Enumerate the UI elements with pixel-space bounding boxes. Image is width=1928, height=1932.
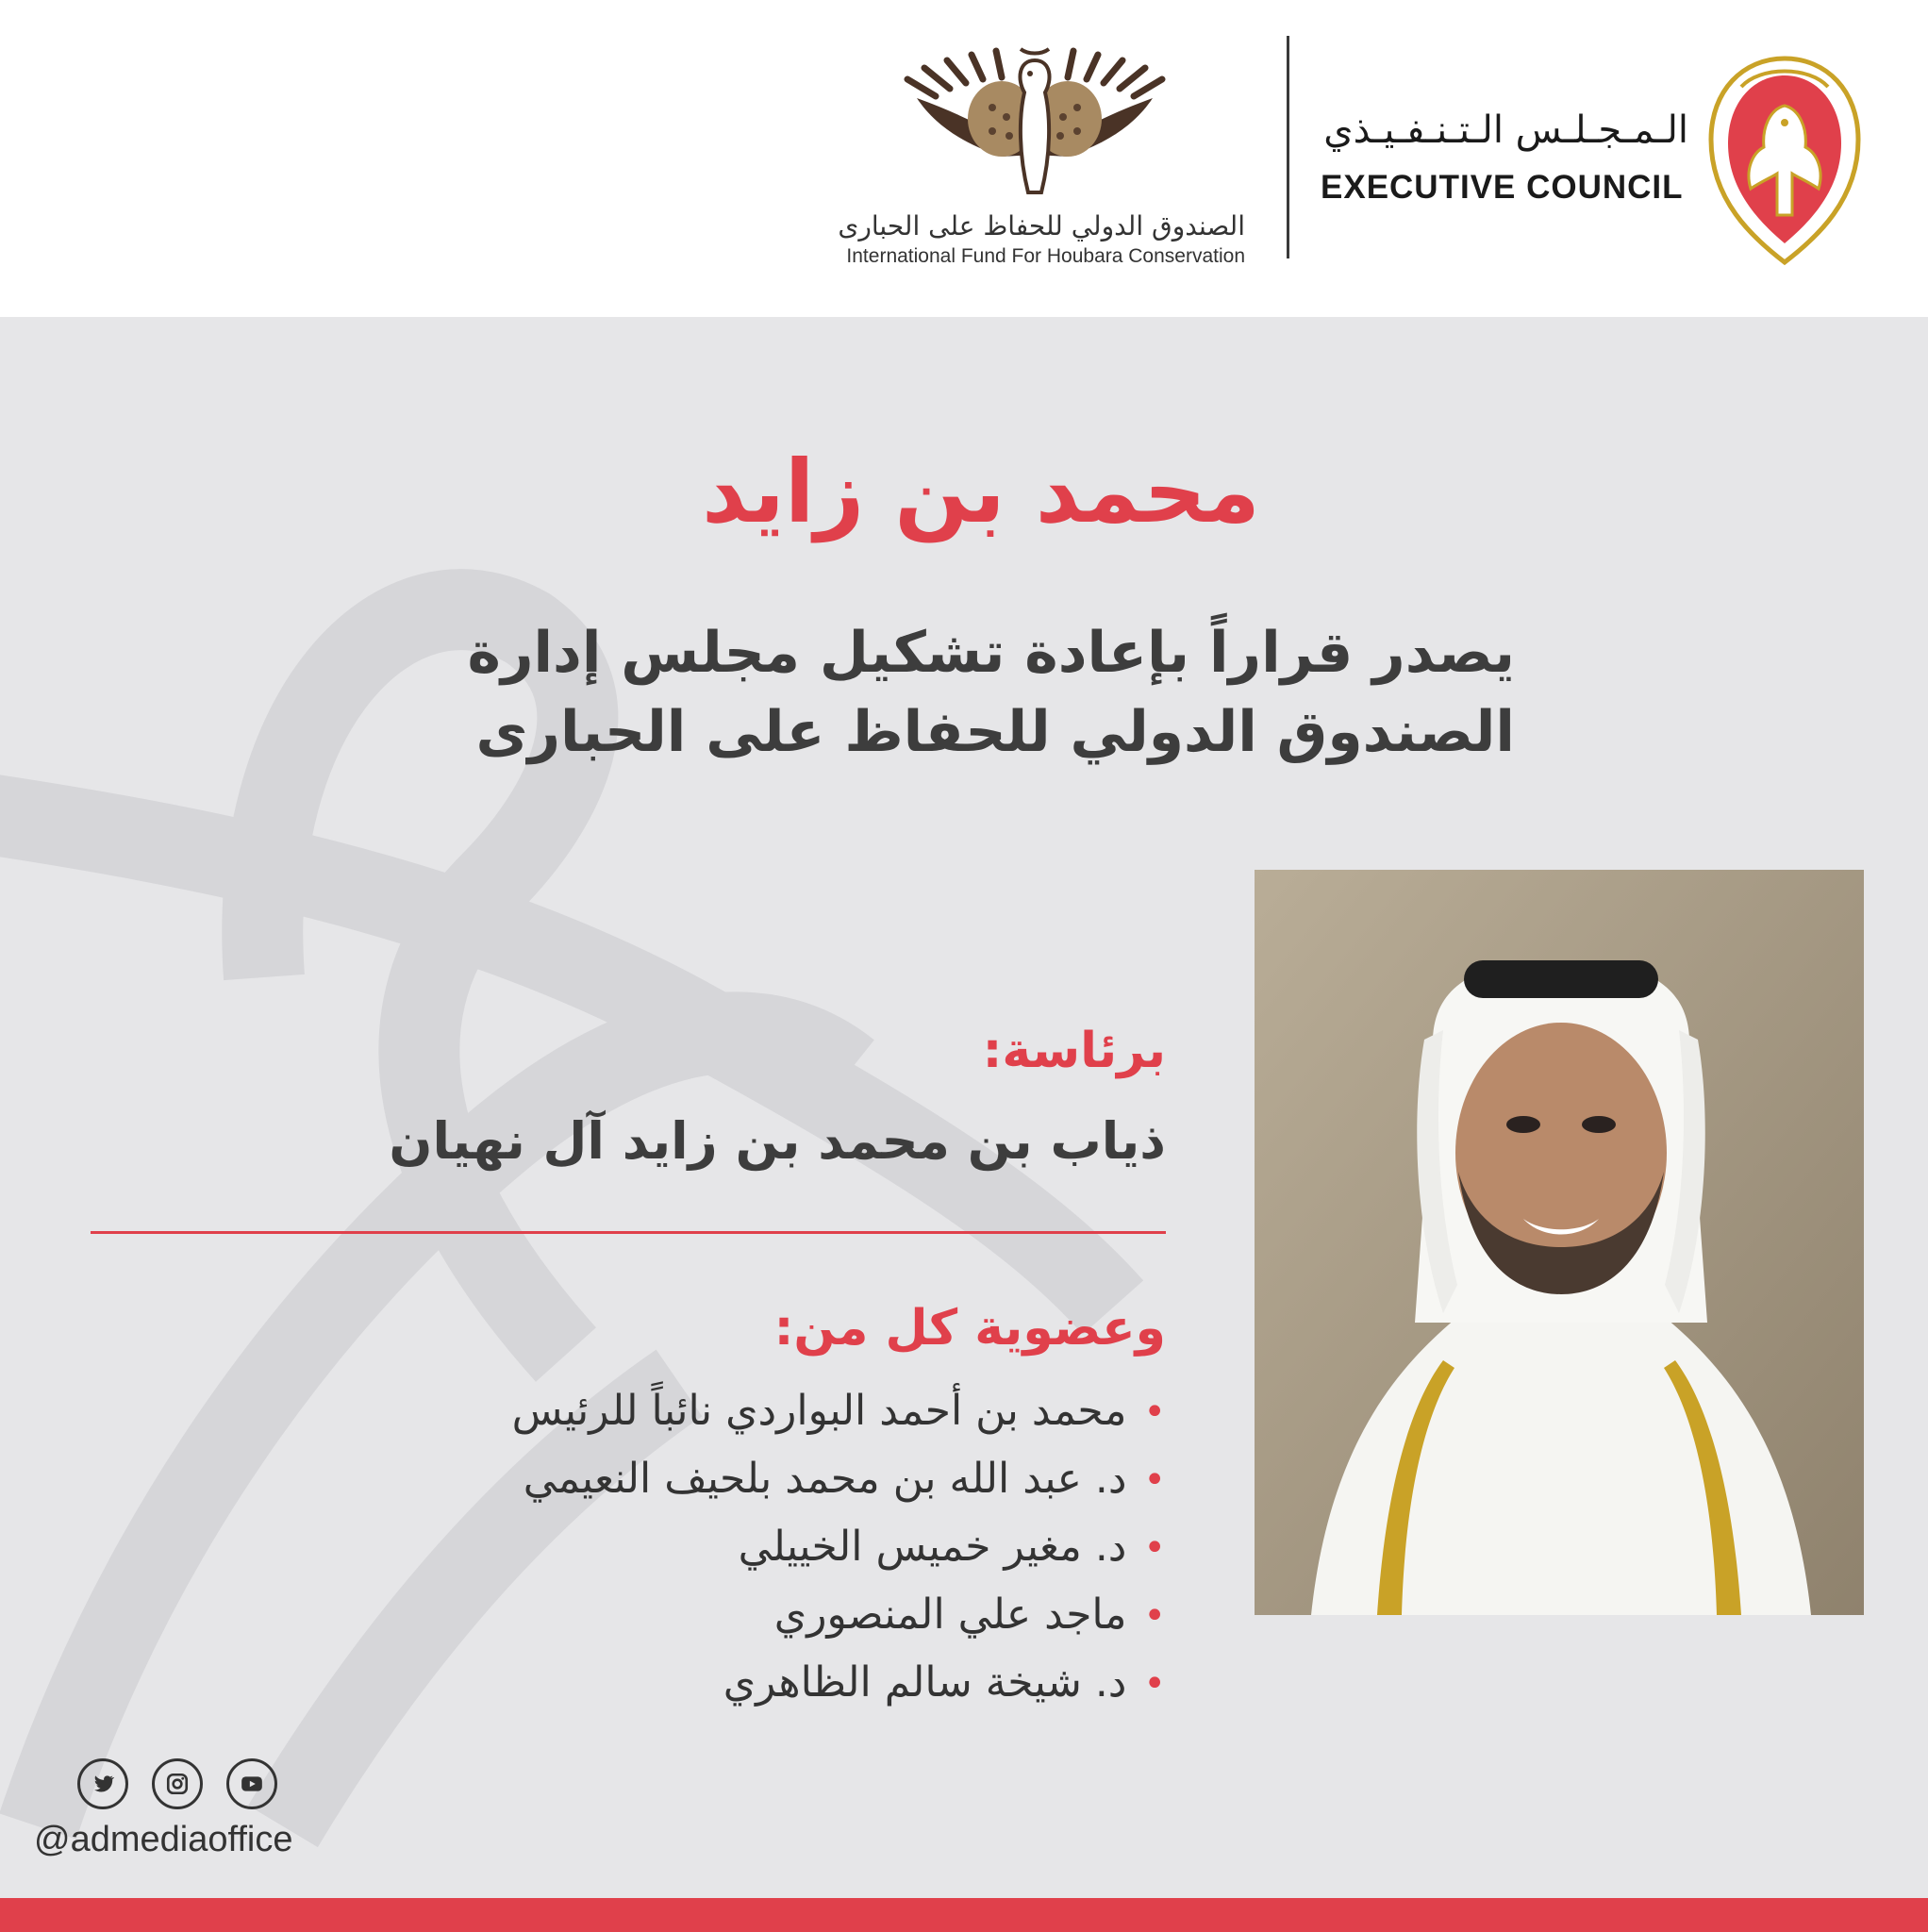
subtitle-line-1: يصدر قراراً بإعادة تشكيل مجلس إدارة	[467, 620, 1515, 686]
announcement-subtitle	[283, 613, 1515, 772]
twitter-icon[interactable]	[77, 1758, 128, 1809]
member-name: محمد بن أحمد البواردي نائباً للرئيس	[511, 1387, 1127, 1435]
bullet: •	[1143, 1594, 1166, 1638]
section-divider	[91, 1231, 1166, 1234]
instagram-icon[interactable]	[152, 1758, 203, 1809]
youtube-icon[interactable]	[226, 1758, 277, 1809]
chair-label: برئاسة:	[982, 1023, 1166, 1079]
bullet: •	[1143, 1391, 1166, 1434]
houbara-bird-logo	[898, 42, 1172, 202]
header-separator	[1287, 36, 1289, 258]
announcement-panel	[0, 317, 1928, 1898]
member-name: ماجد علي المنصوري	[773, 1591, 1127, 1639]
list-item	[189, 1581, 1166, 1649]
bottom-accent-bar	[0, 1898, 1928, 1932]
executive-council-name-ar: الـمـجـلـس الـتـنـفـيـذي	[1323, 108, 1688, 152]
bullet: •	[1143, 1526, 1166, 1570]
member-name: د. عبد الله بن محمد بلحيف النعيمي	[523, 1455, 1127, 1503]
members-label: وعضوية كل من:	[773, 1300, 1166, 1357]
abu-dhabi-falcon-emblem	[1704, 49, 1866, 272]
member-name: د. شيخة سالم الظاهري	[723, 1658, 1127, 1707]
portrait-photo	[1255, 870, 1864, 1615]
executive-council-name-en: EXECUTIVE COUNCIL	[1321, 169, 1684, 206]
bullet: •	[1143, 1662, 1166, 1706]
header	[0, 0, 1928, 317]
headline-name: محمد بن زايد	[702, 441, 1260, 542]
houbara-fund-name-en: International Fund For Houbara Conservation	[846, 245, 1245, 267]
list-item	[189, 1377, 1166, 1445]
list-item	[189, 1513, 1166, 1581]
social-handle[interactable]: @admediaoffice	[34, 1820, 293, 1859]
list-item	[189, 1445, 1166, 1513]
members-list	[189, 1377, 1166, 1717]
bullet: •	[1143, 1458, 1166, 1502]
chair-name: ذياب بن محمد بن زايد آل نهيان	[389, 1111, 1166, 1171]
houbara-fund-name-ar: الصندوق الدولي للحفاظ على الحبارى	[838, 210, 1245, 242]
member-name: د. مغير خميس الخييلي	[738, 1523, 1127, 1571]
list-item	[189, 1649, 1166, 1717]
subtitle-line-2: الصندوق الدولي للحفاظ على الحبارى	[475, 699, 1515, 765]
